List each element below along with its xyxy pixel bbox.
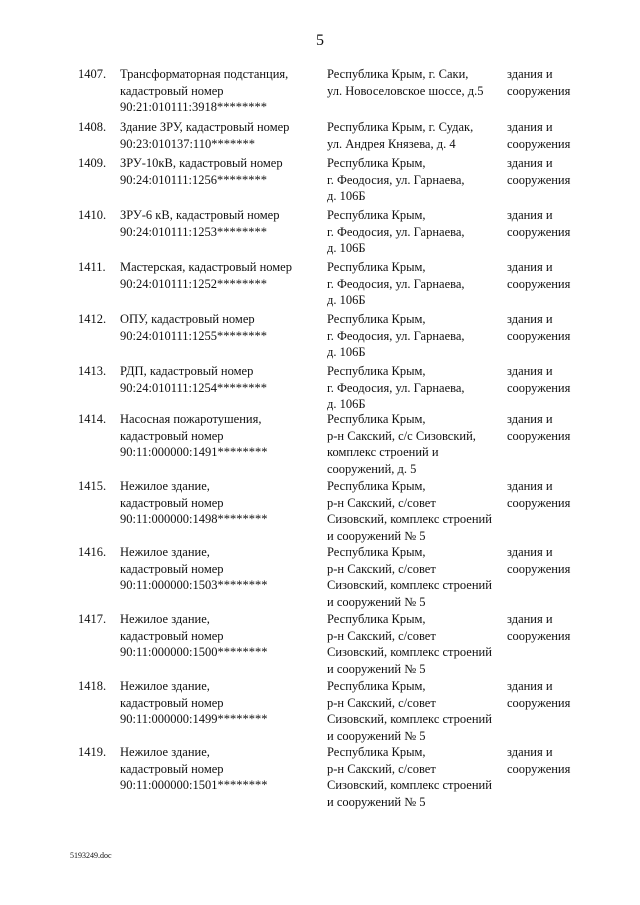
entry-type	[507, 311, 582, 344]
entry-address-line: Сизовский, комплекс строений	[327, 512, 492, 526]
entry-address-line: и сооружений № 5	[327, 528, 426, 543]
entry-type-line: сооружения	[507, 276, 571, 291]
page-number: 5	[316, 32, 324, 49]
entry-type-line: здания и	[507, 412, 553, 426]
entry-address-line: р-н Сакский, с/совет	[327, 628, 436, 643]
entry-address-line: и сооружений № 5	[327, 661, 426, 676]
entry-name-line: Мастерская, кадастровый номер	[120, 260, 292, 274]
entry-type-line: здания и	[507, 745, 553, 759]
entry-name-line: Нежилое здание,	[120, 545, 210, 559]
entry-name-line: кадастровый номер	[120, 761, 224, 776]
entry-address-line: Республика Крым,	[327, 156, 426, 170]
entry-address-line: Сизовский, комплекс строений	[327, 645, 492, 659]
entry-type-line: здания и	[507, 120, 553, 134]
entry-type-line: здания и	[507, 479, 553, 493]
entry-address-line: д. 106Б	[327, 241, 366, 255]
entry-type	[507, 259, 582, 292]
entry-name	[120, 544, 320, 594]
entry-address-line: Республика Крым,	[327, 260, 426, 274]
entry-name-line: 90:11:000000:1503********	[120, 578, 268, 592]
entry-number: 1412.	[78, 312, 107, 326]
entry-number: 1408.	[78, 120, 107, 134]
entry-name	[120, 119, 320, 152]
entry-type-line: сооружения	[507, 761, 571, 776]
entry-address-line: Республика Крым,	[327, 364, 426, 378]
entry-name-line: кадастровый номер	[120, 428, 224, 443]
entry-name	[120, 744, 320, 794]
entry-number: 1411.	[78, 260, 106, 274]
entry-type-line: сооружения	[507, 136, 571, 151]
entry-address-line: Республика Крым,	[327, 679, 426, 693]
file-name-footer: 5193249.doc	[70, 851, 112, 860]
entry-address	[327, 544, 505, 610]
entry-name-line: кадастровый номер	[120, 628, 224, 643]
entry-type-line: сооружения	[507, 561, 571, 576]
entry-type	[507, 611, 582, 644]
entry-name-line: кадастровый номер	[120, 695, 224, 710]
entry-type-line: сооружения	[507, 83, 571, 98]
entry-address-line: р-н Сакский, с/совет	[327, 695, 436, 710]
entry-type-line: здания и	[507, 545, 553, 559]
entry-address-line: и сооружений № 5	[327, 794, 426, 809]
entry-address-line: д. 106Б	[327, 293, 366, 307]
entry-address-line: Республика Крым,	[327, 412, 426, 426]
entry-type	[507, 155, 582, 188]
entry-name-line: 90:11:000000:1491********	[120, 445, 268, 459]
entry-name	[120, 311, 320, 344]
entry-name-line: 90:21:010111:3918********	[120, 100, 267, 114]
entry-type	[507, 363, 582, 396]
entry-name-line: Трансформаторная подстанция,	[120, 67, 289, 81]
entry-address-line: р-н Сакский, с/с Сизовский,	[327, 428, 476, 443]
entry-address	[327, 744, 505, 810]
entry-number: 1414.	[78, 412, 107, 426]
entry-address-line: г. Феодосия, ул. Гарнаева,	[327, 172, 465, 187]
entry-address-line: Сизовский, комплекс строений	[327, 778, 492, 792]
entry-address	[327, 259, 505, 309]
entry-number: 1407.	[78, 67, 107, 81]
entry-name-line: Нежилое здание,	[120, 479, 210, 493]
entry-name-line: ЗРУ-6 кВ, кадастровый номер	[120, 208, 280, 222]
entry-address	[327, 207, 505, 257]
entry-type-line: сооружения	[507, 495, 571, 510]
entry-address-line: и сооружений № 5	[327, 594, 426, 609]
entry-name-line: 90:24:010111:1254********	[120, 380, 267, 395]
entry-type-line: сооружения	[507, 428, 571, 443]
entry-address-line: и сооружений № 5	[327, 728, 426, 743]
entry-type-line: сооружения	[507, 628, 571, 643]
entry-number: 1415.	[78, 479, 107, 493]
entry-name	[120, 411, 320, 461]
entry-address	[327, 611, 505, 677]
entry-address-line: Республика Крым,	[327, 208, 426, 222]
entry-address-line: сооружений, д. 5	[327, 461, 417, 476]
entry-name	[120, 363, 320, 396]
entry-address	[327, 478, 505, 544]
entry-name-line: 90:24:010111:1252********	[120, 276, 267, 291]
entry-name-line: 90:24:010111:1255********	[120, 328, 267, 343]
entry-address-line: Сизовский, комплекс строений	[327, 712, 492, 726]
entry-type-line: здания и	[507, 67, 553, 81]
entry-number: 1417.	[78, 612, 107, 626]
entry-name-line: ОПУ, кадастровый номер	[120, 312, 255, 326]
entry-address-line: Республика Крым,	[327, 312, 426, 326]
entry-number: 1419.	[78, 745, 107, 759]
entry-type	[507, 544, 582, 577]
entry-address	[327, 363, 505, 413]
entry-address	[327, 119, 505, 152]
entry-address-line: Республика Крым,	[327, 612, 426, 626]
entry-address-line: ул. Новоселовское шоссе, д.5	[327, 83, 484, 98]
entry-address-line: Республика Крым,	[327, 745, 426, 759]
entry-type-line: сооружения	[507, 695, 571, 710]
entry-type-line: сооружения	[507, 328, 571, 343]
entry-number: 1410.	[78, 208, 107, 222]
entry-type	[507, 119, 582, 152]
entry-address-line: Республика Крым, г. Судак,	[327, 120, 474, 134]
entry-name-line: 90:11:000000:1499********	[120, 712, 268, 726]
entry-address-line: р-н Сакский, с/совет	[327, 495, 436, 510]
entry-name-line: 90:24:010111:1256********	[120, 172, 267, 187]
entry-address	[327, 311, 505, 361]
entry-name	[120, 66, 320, 116]
entry-type-line: здания и	[507, 156, 553, 170]
entry-number: 1416.	[78, 545, 107, 559]
entry-name-line: кадастровый номер	[120, 495, 224, 510]
entry-address-line: Республика Крым, г. Саки,	[327, 67, 469, 81]
entry-address	[327, 411, 505, 477]
entry-address-line: д. 106Б	[327, 345, 366, 359]
entry-name	[120, 678, 320, 728]
entry-name-line: Здание ЗРУ, кадастровый номер	[120, 120, 290, 134]
entry-name-line: кадастровый номер	[120, 83, 224, 98]
entry-type-line: сооружения	[507, 224, 571, 239]
entry-name-line: кадастровый номер	[120, 561, 224, 576]
entry-name-line: 90:23:010137:110*******	[120, 136, 255, 151]
entry-name-line: РДП, кадастровый номер	[120, 364, 254, 378]
entry-name-line: 90:11:000000:1501********	[120, 778, 268, 792]
entry-name-line: Нежилое здание,	[120, 745, 210, 759]
entry-address-line: Сизовский, комплекс строений	[327, 578, 492, 592]
entry-address-line: р-н Сакский, с/совет	[327, 561, 436, 576]
entry-type-line: здания и	[507, 312, 553, 326]
entry-address-line: г. Феодосия, ул. Гарнаева,	[327, 380, 465, 395]
entry-type	[507, 207, 582, 240]
entry-type	[507, 744, 582, 777]
entry-name-line: 90:24:010111:1253********	[120, 224, 267, 239]
entry-name-line: 90:11:000000:1498********	[120, 512, 268, 526]
entry-address-line: г. Феодосия, ул. Гарнаева,	[327, 224, 465, 239]
entry-type-line: здания и	[507, 364, 553, 378]
entry-type-line: сооружения	[507, 380, 571, 395]
entry-name-line: Нежилое здание,	[120, 612, 210, 626]
entry-name-line: Нежилое здание,	[120, 679, 210, 693]
entry-number: 1418.	[78, 679, 107, 693]
entry-type	[507, 66, 582, 99]
entry-type-line: здания и	[507, 612, 553, 626]
entry-address-line: д. 106Б	[327, 397, 366, 411]
entry-type	[507, 411, 582, 444]
entry-name-line: ЗРУ-10кВ, кадастровый номер	[120, 156, 283, 170]
entry-address-line: д. 106Б	[327, 189, 366, 203]
entry-type-line: здания и	[507, 679, 553, 693]
entry-type-line: здания и	[507, 260, 553, 274]
entry-name-line: 90:11:000000:1500********	[120, 645, 268, 659]
entry-address-line: Республика Крым,	[327, 545, 426, 559]
entry-address-line: Республика Крым,	[327, 479, 426, 493]
entry-type-line: здания и	[507, 208, 553, 222]
entry-type-line: сооружения	[507, 172, 571, 187]
entry-address-line: ул. Андрея Князева, д. 4	[327, 136, 456, 151]
entry-address	[327, 678, 505, 744]
entry-type	[507, 678, 582, 711]
entry-number: 1409.	[78, 156, 107, 170]
entry-address	[327, 155, 505, 205]
entry-name	[120, 611, 320, 661]
entry-name	[120, 155, 320, 188]
entry-address-line: г. Феодосия, ул. Гарнаева,	[327, 328, 465, 343]
entry-address-line: р-н Сакский, с/совет	[327, 761, 436, 776]
entry-name	[120, 478, 320, 528]
entry-address-line: комплекс строений и	[327, 445, 439, 459]
entry-number: 1413.	[78, 364, 107, 378]
entry-name	[120, 207, 320, 240]
entry-address	[327, 66, 505, 99]
entry-name	[120, 259, 320, 292]
entry-type	[507, 478, 582, 511]
entry-address-line: г. Феодосия, ул. Гарнаева,	[327, 276, 465, 291]
entry-name-line: Насосная пожаротушения,	[120, 412, 262, 426]
